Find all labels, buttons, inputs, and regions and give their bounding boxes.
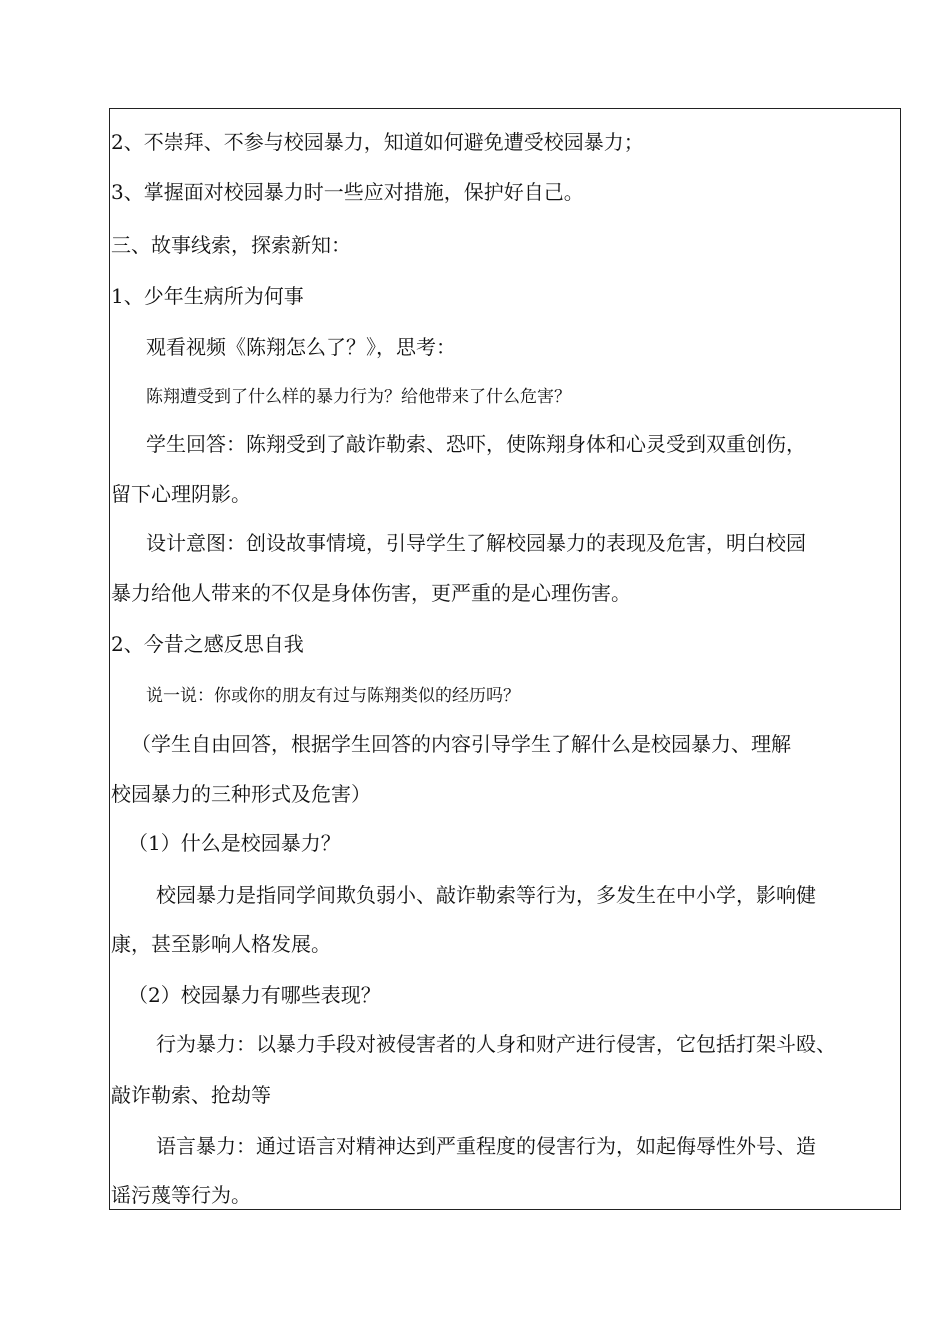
verbal-violence-line-2: 谣污蔑等行为。	[111, 1183, 251, 1207]
video-prompt: 观看视频《陈翔怎么了？》，思考：	[146, 335, 456, 359]
topic-1-heading: （1）什么是校园暴力？	[128, 831, 341, 855]
topic-2-heading: （2）校园暴力有哪些表现？	[128, 983, 381, 1007]
objective-3: 3、掌握面对校园暴力时一些应对措施，保护好自己。	[111, 180, 584, 204]
subsection-2-heading: 2、今昔之感反思自我	[111, 632, 304, 656]
subsection-1-heading: 1、少年生病所为何事	[111, 284, 304, 308]
guidance-note-line-1: （学生自由回答，根据学生回答的内容引导学生了解什么是校园暴力、理解	[131, 732, 791, 756]
definition-line-1: 校园暴力是指同学间欺负弱小、敲诈勒索等行为，多发生在中小学，影响健	[156, 883, 816, 907]
question-1: 陈翔遭受到了什么样的暴力行为？给他带来了什么危害？	[146, 387, 571, 407]
definition-line-2: 康，甚至影响人格发展。	[111, 932, 331, 956]
objective-2: 2、不崇拜、不参与校园暴力，知道如何避免遭受校园暴力；	[111, 130, 644, 154]
behavior-violence-line-1: 行为暴力：以暴力手段对被侵害者的人身和财产进行侵害，它包括打架斗殴、	[156, 1032, 836, 1056]
section-3-heading: 三、故事线索，探索新知：	[111, 233, 351, 257]
student-answer-line-2: 留下心理阴影。	[111, 482, 251, 506]
design-intent-line-2: 暴力给他人带来的不仅是身体伤害，更严重的是心理伤害。	[111, 581, 631, 605]
student-answer-line-1: 学生回答：陈翔受到了敲诈勒索、恐吓，使陈翔身体和心灵受到双重创伤，	[146, 432, 806, 456]
behavior-violence-line-2: 敲诈勒索、抢劫等	[111, 1083, 271, 1107]
question-2: 说一说：你或你的朋友有过与陈翔类似的经历吗？	[146, 686, 520, 706]
verbal-violence-line-1: 语言暴力：通过语言对精神达到严重程度的侵害行为，如起侮辱性外号、造	[156, 1134, 816, 1158]
guidance-note-line-2: 校园暴力的三种形式及危害）	[111, 782, 371, 806]
design-intent-line-1: 设计意图：创设故事情境，引导学生了解校园暴力的表现及危害，明白校园	[146, 531, 806, 555]
